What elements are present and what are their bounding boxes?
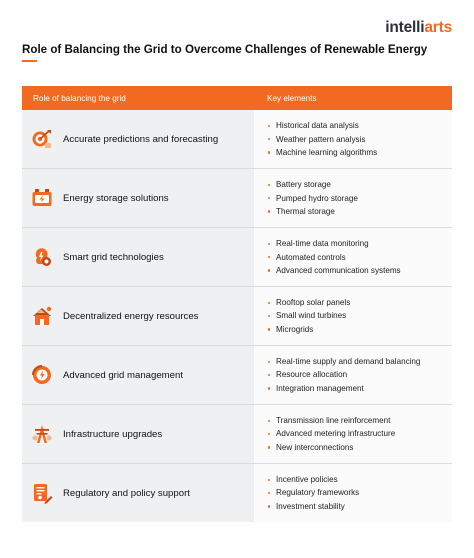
element-item: Resource allocation [268,368,452,381]
role-cell [22,346,254,404]
element-item: Battery storage [268,178,452,191]
element-item: Historical data analysis [268,119,452,132]
table-row [22,463,452,522]
element-item: Integration management [268,382,452,395]
elements-cell [254,405,452,463]
brand-logo [385,19,452,37]
element-item: Investment stability [268,500,452,513]
element-item: Weather pattern analysis [268,133,452,146]
element-item: Incentive policies [268,473,452,486]
solar-house-icon [31,305,53,327]
target-analytics-icon [31,128,53,150]
roles-table [22,86,452,522]
elements-cell [254,287,452,345]
role-label: Regulatory and policy support [63,487,190,499]
policy-document-icon [31,482,53,504]
elements-cell [254,110,452,168]
role-cell [22,228,254,286]
role-cell [22,287,254,345]
table-row [22,286,452,345]
role-label: Infrastructure upgrades [63,428,163,440]
brand-name-main: intelli [385,19,425,36]
element-item: New interconnections [268,441,452,454]
role-label: Accurate predictions and forecasting [63,133,219,145]
table-row [22,110,452,168]
role-cell [22,169,254,227]
element-item: Automated controls [268,251,452,264]
element-item: Advanced metering infrastructure [268,427,452,440]
elements-cell [254,346,452,404]
table-row [22,345,452,404]
element-item: Pumped hydro storage [268,192,452,205]
role-cell [22,110,254,168]
role-cell [22,405,254,463]
elements-cell [254,228,452,286]
element-item: Advanced communication systems [268,264,452,277]
role-label: Decentralized energy resources [63,310,199,322]
table-header [22,86,452,110]
elements-cell [254,169,452,227]
header-key-elements: Key elements [267,93,317,103]
element-item: Machine learning algorithms [268,146,452,159]
grid-management-icon [31,364,53,386]
element-item: Microgrids [268,323,452,336]
element-item: Regulatory frameworks [268,486,452,499]
role-label: Smart grid technologies [63,251,164,263]
role-label: Energy storage solutions [63,192,169,204]
battery-storage-icon [31,187,53,209]
title-underline [22,60,37,62]
transmission-tower-icon [31,423,53,445]
element-item: Thermal storage [268,205,452,218]
page-title: Role of Balancing the Grid to Overcome Challenges of Renewable Energy [22,43,428,56]
element-item: Small wind turbines [268,309,452,322]
role-label: Advanced grid management [63,369,183,381]
brand-name-accent: arts [424,19,452,36]
table-row [22,227,452,286]
role-cell [22,464,254,522]
table-row [22,168,452,227]
table-row [22,404,452,463]
element-item: Rooftop solar panels [268,296,452,309]
element-item: Transmission line reinforcement [268,414,452,427]
header-role: Role of balancing the grid [33,93,126,103]
smart-grid-icon [31,246,53,268]
element-item: Real-time data monitoring [268,237,452,250]
elements-cell [254,464,452,522]
element-item: Real-time supply and demand balancing [268,355,452,368]
